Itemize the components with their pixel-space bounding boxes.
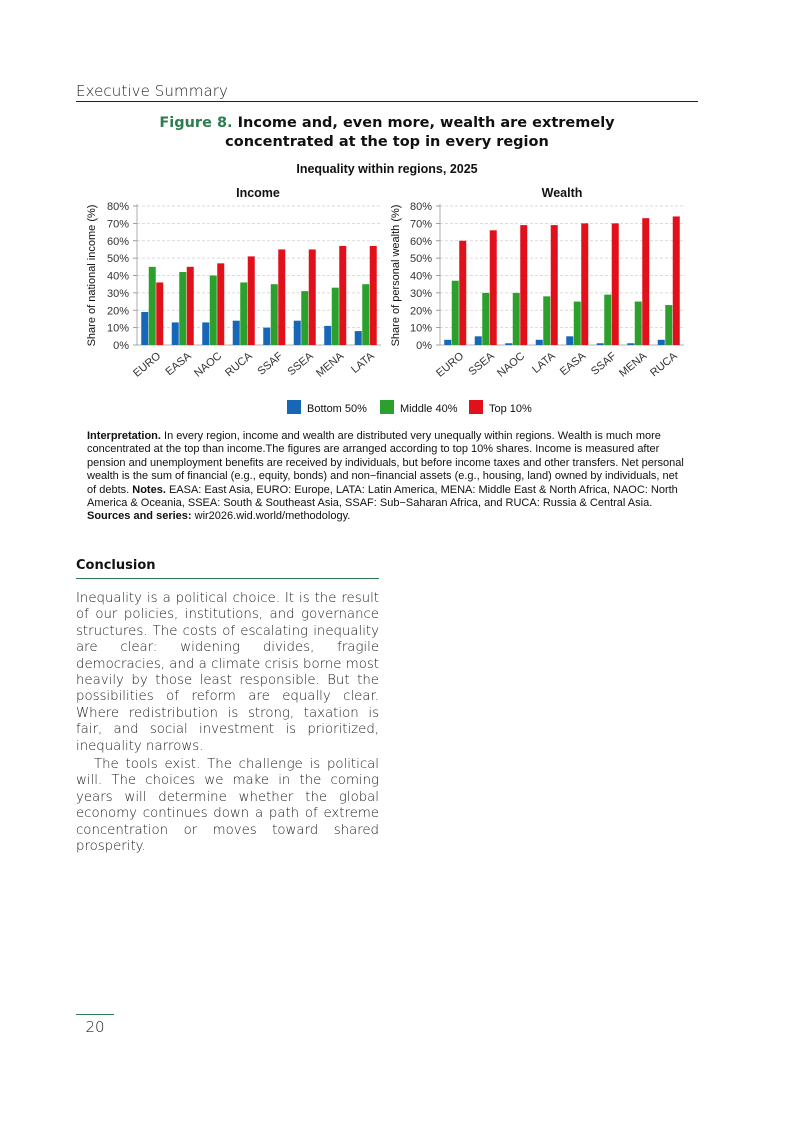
y-tick-label: 10% bbox=[106, 322, 129, 335]
y-tick-label: 40% bbox=[409, 270, 432, 283]
y-tick-label: 0% bbox=[113, 340, 129, 352]
bar-naoc-bottom-50 bbox=[202, 322, 209, 345]
y-tick-label: 10% bbox=[409, 322, 432, 335]
y-tick-label: 30% bbox=[409, 287, 432, 300]
interpretation-label: Interpretation. bbox=[87, 430, 161, 442]
x-tick-label: MENA bbox=[617, 350, 650, 380]
bar-lata-top-10 bbox=[551, 225, 558, 345]
bar-lata-top-10 bbox=[370, 246, 377, 345]
running-head: Executive Summary bbox=[76, 82, 698, 102]
bar-ruca-bottom-50 bbox=[658, 340, 665, 345]
figure-caption bbox=[87, 430, 687, 526]
bar-ssea-top-10 bbox=[490, 230, 497, 345]
x-tick-label: EURO bbox=[131, 350, 164, 380]
x-tick-label: LATA bbox=[530, 350, 558, 376]
bar-mena-middle-40 bbox=[635, 302, 642, 345]
figure-label: Figure 8. bbox=[159, 115, 233, 131]
bar-easa-middle-40 bbox=[574, 302, 581, 345]
legend-swatch bbox=[287, 400, 301, 414]
bar-ssaf-bottom-50 bbox=[597, 343, 604, 345]
bar-euro-top-10 bbox=[156, 282, 163, 345]
x-tick-label: EASA bbox=[163, 350, 194, 379]
bar-euro-bottom-50 bbox=[444, 340, 451, 345]
y-tick-label: 0% bbox=[416, 340, 432, 352]
y-tick-label: 20% bbox=[106, 305, 129, 318]
y-tick-label: 70% bbox=[409, 218, 432, 231]
x-tick-label: SSAF bbox=[255, 350, 286, 378]
x-tick-label: SSEA bbox=[285, 350, 316, 379]
bar-ssaf-middle-40 bbox=[271, 284, 278, 345]
chart-legend bbox=[287, 400, 532, 415]
conclusion-paragraph-2: The tools exist. The challenge is political will. The choices we make in the coming years will determine whether the global economy continues down a path of extreme concentration or moves toward shared prosperity. bbox=[76, 757, 379, 855]
y-tick-label: 30% bbox=[106, 287, 129, 300]
x-tick-label: EASA bbox=[557, 350, 589, 379]
inequality-charts bbox=[76, 180, 698, 424]
notes-label: Notes. bbox=[132, 483, 166, 496]
x-tick-label: MENA bbox=[314, 350, 347, 380]
bar-ssaf-top-10 bbox=[278, 249, 285, 345]
bar-ssea-top-10 bbox=[309, 249, 316, 345]
bar-ssaf-bottom-50 bbox=[263, 328, 270, 345]
x-tick-label: NAOC bbox=[495, 350, 528, 380]
bar-mena-bottom-50 bbox=[324, 326, 331, 345]
bar-ssea-middle-40 bbox=[301, 291, 308, 345]
legend-label: Top 10% bbox=[489, 403, 532, 415]
conclusion-body bbox=[76, 591, 379, 856]
bar-euro-bottom-50 bbox=[141, 312, 148, 345]
bar-euro-middle-40 bbox=[452, 281, 459, 345]
bar-euro-middle-40 bbox=[149, 267, 156, 345]
x-tick-label: RUCA bbox=[223, 350, 255, 380]
y-tick-label: 70% bbox=[106, 218, 129, 231]
y-tick-label: 80% bbox=[106, 201, 129, 213]
panel-title: Wealth bbox=[541, 186, 583, 200]
bar-mena-top-10 bbox=[339, 246, 346, 345]
y-axis-label: Share of national income (%) bbox=[86, 204, 98, 347]
panel-title: Income bbox=[236, 186, 280, 200]
x-tick-label: EURO bbox=[434, 350, 467, 380]
bar-ruca-middle-40 bbox=[665, 305, 672, 345]
notes-text: EASA: East Asia, EURO: Europe, LATA: Latin America, MENA: Middle East & North Africa, NAOC: North America & Oceania, SSEA: South & Southeast Asia, SSAF: Sub−Saharan Africa, and RUCA: Russia & Central Asia. bbox=[87, 483, 678, 510]
bar-mena-middle-40 bbox=[332, 288, 339, 345]
x-tick-label: RUCA bbox=[648, 350, 680, 380]
legend-label: Bottom 50% bbox=[307, 403, 367, 415]
figure-title-line1: Income and, even more, wealth are extremely bbox=[237, 115, 615, 131]
section-heading-conclusion: Conclusion bbox=[76, 558, 379, 579]
x-tick-label: SSEA bbox=[466, 350, 497, 379]
chart-panel-wealth bbox=[390, 186, 684, 380]
bar-mena-top-10 bbox=[642, 218, 649, 345]
bar-naoc-top-10 bbox=[217, 263, 224, 345]
bar-easa-bottom-50 bbox=[172, 322, 179, 345]
y-axis-label: Share of personal wealth (%) bbox=[390, 204, 402, 347]
bar-ruca-top-10 bbox=[248, 256, 255, 345]
x-tick-label: SSAF bbox=[588, 350, 619, 378]
bar-ssea-bottom-50 bbox=[475, 336, 482, 345]
chart-title: Inequality within regions, 2025 bbox=[296, 162, 478, 176]
interpretation-text: In every region, income and wealth are distributed very unequally within regions. Wealth is much more concentrated at the top than income.The figures are arranged according to top 10% shares. Income is measured after pension and unemployment benefits are received by individuals, but before income taxes and other transfers. Net personal wealth is the sum of financial (e.g., equity, bonds) and non−financial assets (e.g., housing, land) owned by individuals, net of debts. bbox=[87, 430, 684, 496]
figure-title-line2: concentrated at the top in every region bbox=[225, 134, 549, 150]
y-tick-label: 60% bbox=[409, 235, 432, 248]
bar-lata-middle-40 bbox=[362, 284, 369, 345]
bar-mena-bottom-50 bbox=[627, 343, 634, 345]
x-tick-label: LATA bbox=[349, 350, 377, 376]
bar-easa-top-10 bbox=[187, 267, 194, 345]
bar-ssea-middle-40 bbox=[482, 293, 489, 345]
bar-ssaf-middle-40 bbox=[604, 295, 611, 345]
bar-easa-top-10 bbox=[581, 223, 588, 345]
sources-label: Sources and series: bbox=[87, 510, 192, 523]
bar-ssaf-top-10 bbox=[612, 223, 619, 345]
bar-ssea-bottom-50 bbox=[294, 321, 301, 345]
sources-link[interactable]: wir2026.wid.world/methodology. bbox=[194, 510, 351, 523]
bar-euro-top-10 bbox=[459, 241, 466, 345]
bar-easa-middle-40 bbox=[179, 272, 186, 345]
bar-ruca-top-10 bbox=[673, 216, 680, 345]
y-tick-label: 50% bbox=[409, 253, 432, 266]
bar-lata-bottom-50 bbox=[536, 340, 543, 345]
y-tick-label: 20% bbox=[409, 305, 432, 318]
figure-title bbox=[76, 114, 698, 152]
bar-easa-bottom-50 bbox=[566, 336, 573, 345]
bar-naoc-top-10 bbox=[520, 225, 527, 345]
page-number: 20 bbox=[76, 1014, 114, 1036]
y-tick-label: 50% bbox=[106, 253, 129, 266]
legend-label: Middle 40% bbox=[400, 403, 458, 415]
y-tick-label: 40% bbox=[106, 270, 129, 283]
bar-naoc-middle-40 bbox=[210, 276, 217, 346]
bar-ruca-middle-40 bbox=[240, 282, 247, 345]
conclusion-paragraph-1: Inequality is a political choice. It is the result of our policies, institutions, and governance structures. The costs of escalating inequality are clear: widening divides, fragile democracies, and a climate crisis borne most heavily by those least responsible. But the possibilities of reform are equally clear. Where redistribution is strong, taxation is fair, and social investment is prioritized, inequality narrows. bbox=[76, 591, 379, 754]
bar-ruca-bottom-50 bbox=[233, 321, 240, 345]
legend-swatch bbox=[380, 400, 394, 414]
bar-lata-bottom-50 bbox=[355, 331, 362, 345]
y-tick-label: 80% bbox=[409, 201, 432, 213]
bar-naoc-bottom-50 bbox=[505, 343, 512, 345]
chart-panel-income bbox=[86, 186, 381, 380]
bar-naoc-middle-40 bbox=[513, 293, 520, 345]
x-tick-label: NAOC bbox=[192, 350, 225, 380]
y-tick-label: 60% bbox=[106, 235, 129, 248]
bar-lata-middle-40 bbox=[543, 296, 550, 345]
legend-swatch bbox=[469, 400, 483, 414]
